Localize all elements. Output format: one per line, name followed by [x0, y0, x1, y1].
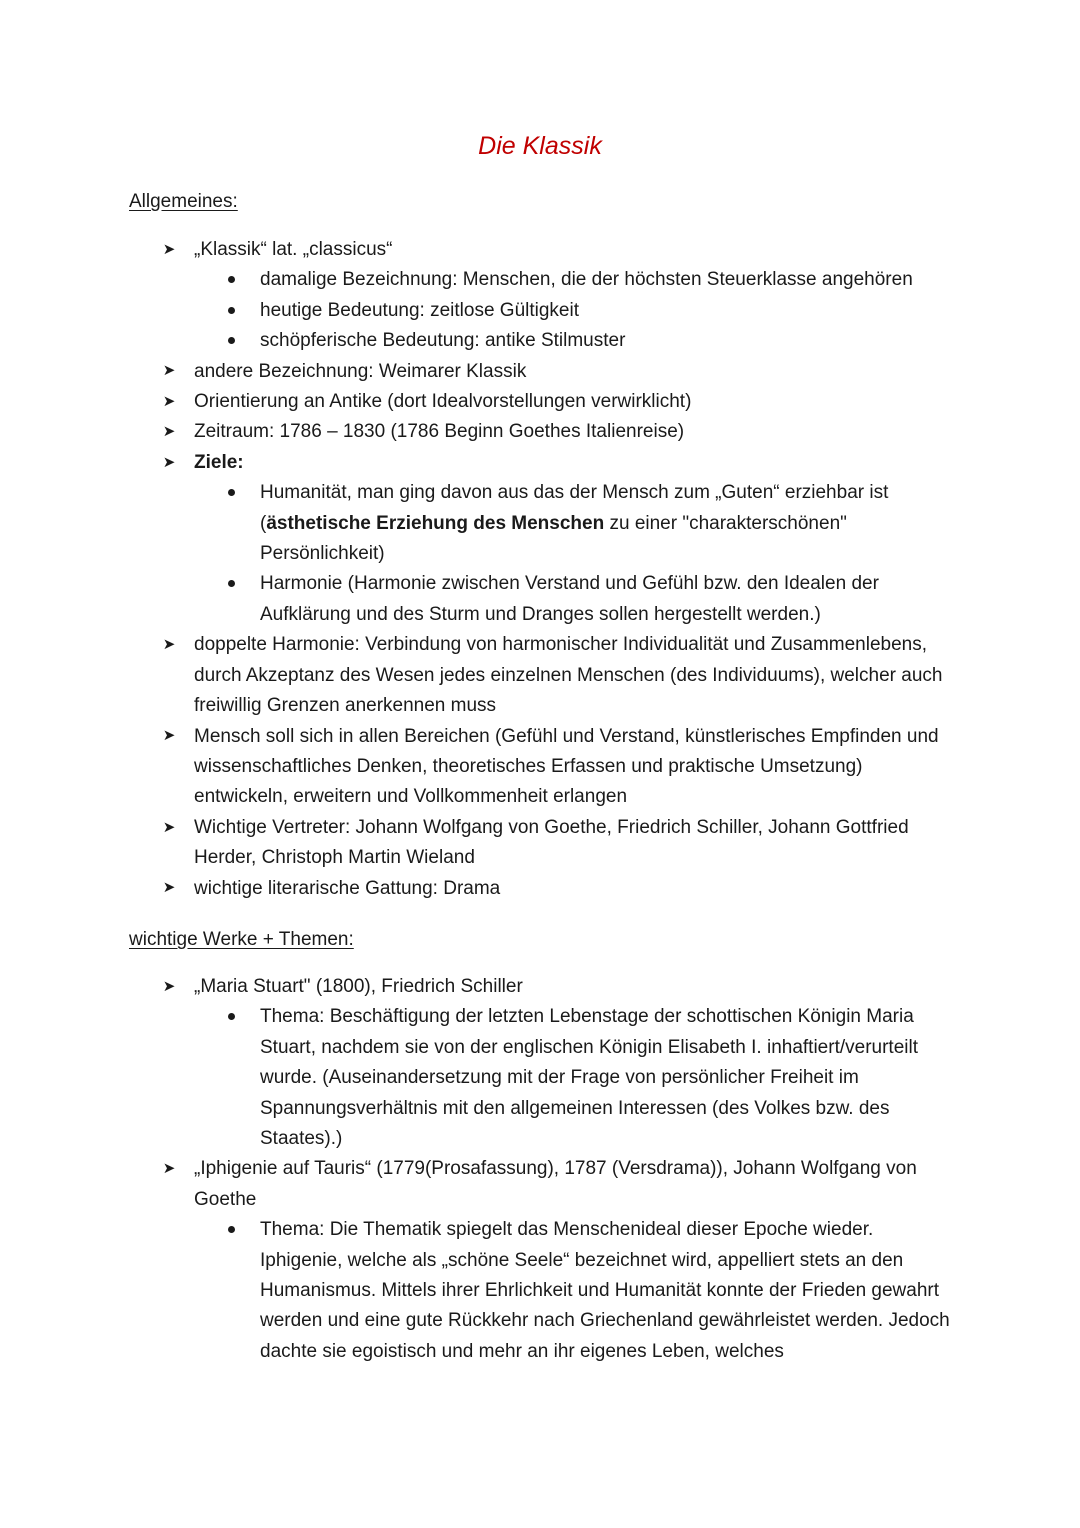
sub-list-item-text: schöpferische Bedeutung: antike Stilmuster [260, 330, 626, 352]
arrow-bullet-icon: ➤ [162, 423, 176, 441]
arrow-bullet-icon: ➤ [162, 636, 176, 654]
bullet-icon [228, 337, 235, 344]
list-item-text: Mensch soll sich in allen Bereichen (Gefühl und Verstand, künstlerisches Empfinden und wissenschaftliches Denken, theoretisches Erfassen und praktische Umsetzung) entwickeln, erweitern und Vollkommenheit erlangen [194, 725, 939, 808]
sub-list-item-text: heutige Bedeutung: zeitlose Gültigkeit [260, 299, 579, 321]
section-heading-allgemeines: Allgemeines: [129, 191, 238, 212]
list-item [0, 357, 954, 387]
bold-text-run: ästhetische Erziehung des Menschen [266, 512, 605, 534]
list-item [0, 417, 954, 447]
bullet-icon [228, 1013, 235, 1020]
list-item-text: Orientierung an Antike (dort Idealvorstellungen verwirklicht) [194, 391, 692, 413]
list-item-text: Ziele: [194, 451, 244, 473]
list-item [0, 387, 954, 417]
sub-list-item-text [260, 482, 888, 564]
list-item [0, 722, 954, 813]
works-list [0, 972, 1080, 1367]
arrow-bullet-icon: ➤ [162, 392, 176, 410]
arrow-bullet-icon: ➤ [162, 362, 176, 380]
list-item [0, 235, 954, 265]
page-title: Die Klassik [478, 132, 602, 160]
arrow-bullet-icon: ➤ [162, 1160, 176, 1178]
list-item-text: Wichtige Vertreter: Johann Wolfgang von Goethe, Friedrich Schiller, Johann Gottfried Herder, Christoph Martin Wieland [194, 816, 909, 869]
arrow-bullet-icon: ➤ [162, 727, 176, 745]
list-item [0, 630, 954, 721]
text-run: Humanität, man ging davon aus das der Mensch zum „Guten“ erziehbar ist ( [260, 482, 889, 534]
sub-list-item-text: Harmonie (Harmonie zwischen Verstand und Gefühl bzw. den Idealen der Aufklärung und des Sturm und Dranges sollen hergestellt werden.) [260, 573, 879, 625]
arrow-bullet-icon: ➤ [162, 977, 176, 995]
list-item-text: andere Bezeichnung: Weimarer Klassik [194, 360, 527, 382]
list-item [0, 1154, 954, 1215]
list-item [0, 448, 954, 478]
section-heading-werke: wichtige Werke + Themen: [129, 929, 354, 950]
arrow-bullet-icon: ➤ [162, 240, 176, 258]
bullet-icon [228, 580, 235, 587]
bullet-icon [228, 276, 235, 283]
sub-list-item [0, 296, 950, 326]
list-item [0, 972, 954, 1002]
sub-list-item [0, 326, 950, 356]
general-list [0, 235, 1080, 904]
sub-list-item-text: Thema: Die Thematik spiegelt das Menschenideal dieser Epoche wieder. Iphigenie, welche als „schöne Seele“ bezeichnet wird, appelliert stets an den Humanismus. Mittels ihrer Ehrlichkeit und Humanität konnte der Frieden gewahrt werden und eine gute Rückkehr nach Griechenland gewährleistet werden. Jedoch dachte sie egoistisch und mehr an ihr eigenes Leben, welches [260, 1219, 950, 1362]
sub-list-item [0, 1002, 950, 1154]
list-item [0, 874, 954, 904]
sub-list-item [0, 1215, 950, 1367]
list-item-text: „Klassik“ lat. „classicus“ [194, 239, 393, 260]
list-item-text: „Maria Stuart" (1800), Friedrich Schiller [194, 976, 523, 997]
arrow-bullet-icon: ➤ [162, 453, 176, 471]
list-item [0, 813, 954, 874]
list-item-text: doppelte Harmonie: Verbindung von harmonischer Individualität und Zusammenlebens, durch Akzeptanz des Wesen jedes einzelnen Menschen (des Individuums), welcher auch freiwillig Grenzen anerkennen muss [194, 634, 943, 717]
bullet-icon [228, 1226, 235, 1233]
sub-list-item-text: damalige Bezeichnung: Menschen, die der höchsten Steuerklasse angehören [260, 269, 913, 291]
sub-list-item [0, 569, 950, 630]
bullet-icon [228, 489, 235, 496]
arrow-bullet-icon: ➤ [162, 818, 176, 836]
arrow-bullet-icon: ➤ [162, 879, 176, 897]
list-item-text: wichtige literarische Gattung: Drama [194, 877, 501, 899]
text-run: zu einer "charakterschönen" Persönlichkeit) [260, 512, 847, 565]
bullet-icon [228, 307, 235, 314]
sub-list-item-text: Thema: Beschäftigung der letzten Lebenstage der schottischen Königin Maria Stuart, nachdem sie von der englischen Königin Elisabeth I. inhaftiert/verurteilt wurde. (Auseinandersetzung mit der Frage von persönlicher Freiheit im Spannungsverhältnis mit den allgemeinen Interessen (des Volkes bzw. des Staates).) [260, 1006, 918, 1150]
sub-list-item [0, 265, 950, 295]
sub-list-item [0, 478, 950, 569]
list-item-text: Zeitraum: 1786 – 1830 (1786 Beginn Goethes Italienreise) [194, 421, 685, 443]
list-item-text: „Iphigenie auf Tauris“ (1779(Prosafassung), 1787 (Versdrama)), Johann Wolfgang von Goethe [194, 1158, 917, 1210]
